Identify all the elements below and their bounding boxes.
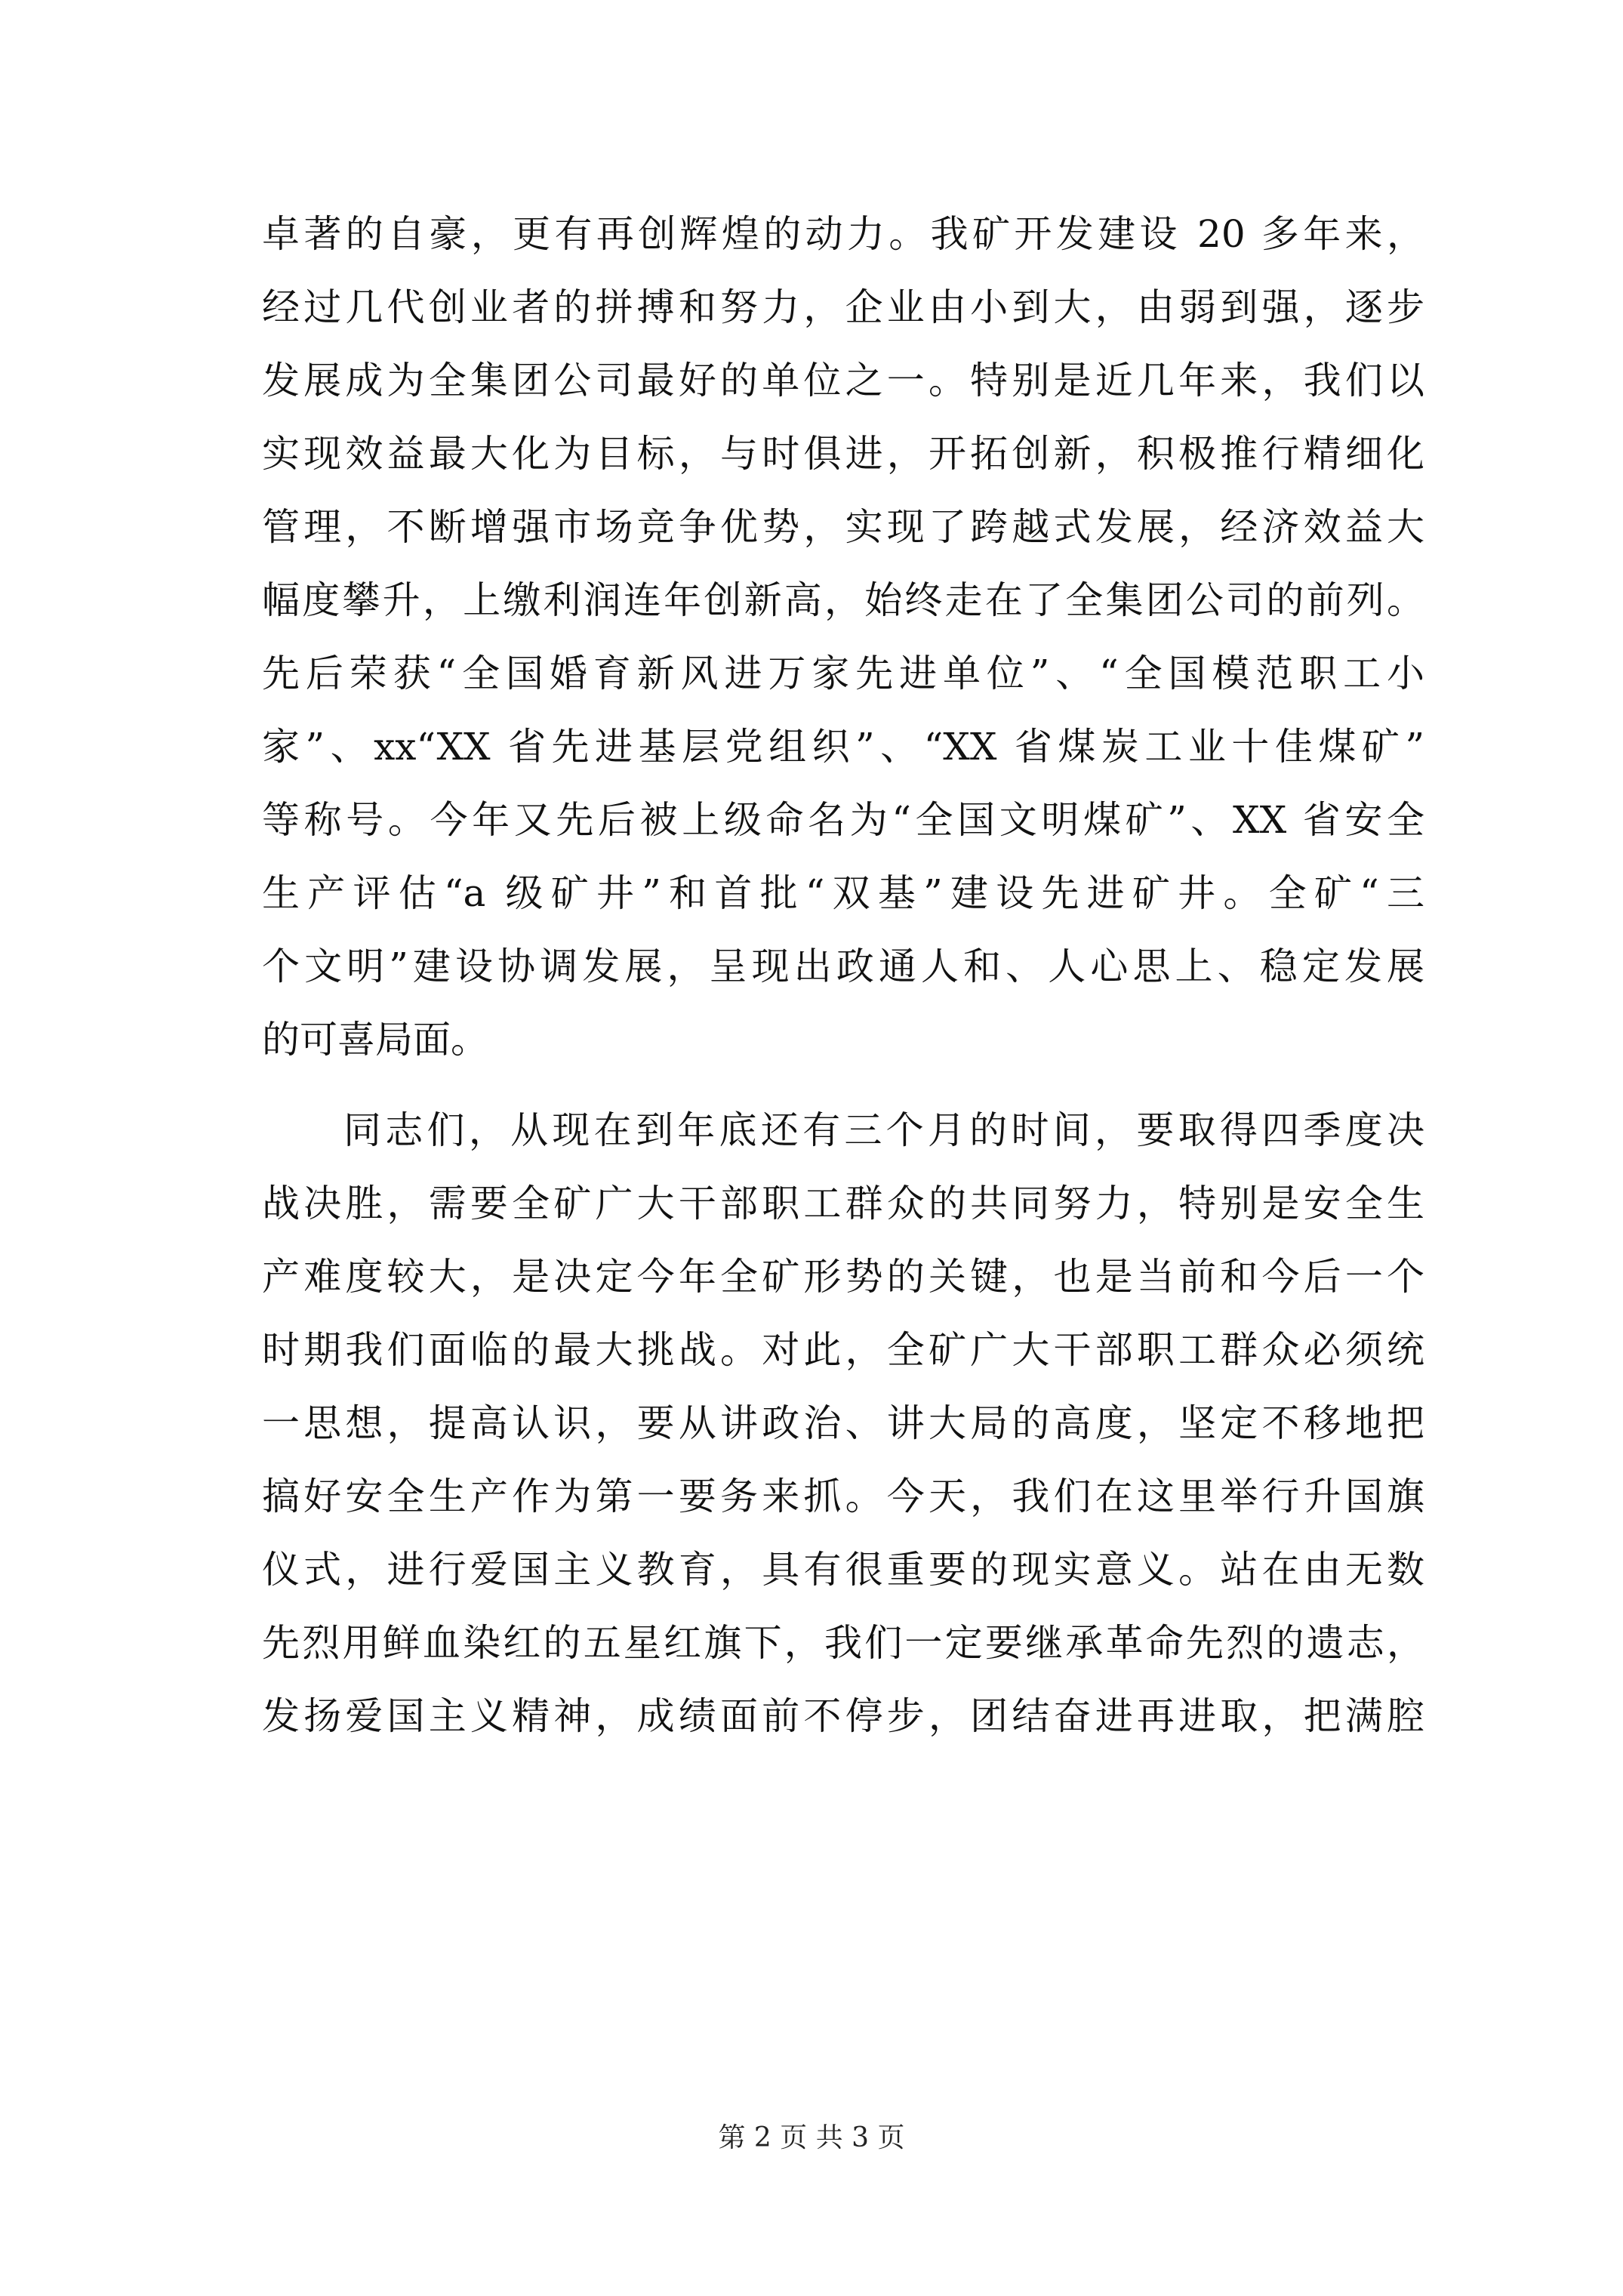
text-line: 搞好安全生产作为第一要务来抓。今天，我们在这里举行升国旗 (262, 1475, 1424, 1518)
paragraph-gap (262, 1077, 1424, 1094)
text-line: 家”、xx“XX 省先进基层党组织”、“XX 省煤炭工业十佳煤矿” (262, 725, 1424, 769)
text-line: 同志们，从现在到年底还有三个月的时间，要取得四季度决 (343, 1108, 1424, 1152)
text-line: 产难度较大，是决定今年全矿形势的关键，也是当前和今后一个 (262, 1255, 1424, 1299)
text-line: 管理，不断增强市场竞争优势，实现了跨越式发展，经济效益大 (262, 505, 1424, 549)
text-line: 先烈用鲜血染红的五星红旗下，我们一定要继承革命先烈的遗志， (262, 1621, 1424, 1665)
text-line: 仪式，进行爱国主义教育，具有很重要的现实意义。站在由无数 (262, 1548, 1424, 1592)
text-line: 个文明”建设协调发展，呈现出政通人和、人心思上、稳定发展 (262, 945, 1424, 988)
text-line: 生产评估“a 级矿井”和首批“双基”建设先进矿井。全矿“三 (262, 871, 1424, 915)
paragraph-1 (262, 198, 1424, 1077)
text-line: 等称号。今年又先后被上级命名为“全国文明煤矿”、XX 省安全 (262, 798, 1424, 842)
text-line: 先后荣获“全国婚育新风进万家先进单位”、“全国模范职工小 (262, 652, 1424, 695)
text-line: 经过几代创业者的拼搏和努力，企业由小到大，由弱到强，逐步 (262, 285, 1424, 329)
text-line: 卓著的自豪，更有再创辉煌的动力。我矿开发建设 20 多年来， (262, 212, 1424, 256)
text-line: 的可喜局面。 (262, 1018, 488, 1062)
paragraph-2 (262, 1094, 1424, 1753)
text-line: 发扬爱国主义精神，成绩面前不停步，团结奋进再进取，把满腔 (262, 1694, 1424, 1738)
text-line: 实现效益最大化为目标，与时俱进，开拓创新，积极推行精细化 (262, 432, 1424, 476)
text-line: 战决胜，需要全矿广大干部职工群众的共同努力，特别是安全生 (262, 1182, 1424, 1225)
document-body (262, 198, 1424, 1753)
text-line: 一思想，提高认识，要从讲政治、讲大局的高度，坚定不移地把 (262, 1401, 1424, 1445)
text-line: 时期我们面临的最大挑战。对此，全矿广大干部职工群众必须统 (262, 1328, 1424, 1372)
page-number-footer: 第 2 页 共 3 页 (718, 2122, 905, 2153)
text-line: 发展成为全集团公司最好的单位之一。特别是近几年来，我们以 (262, 359, 1424, 402)
text-line: 幅度攀升，上缴利润连年创新高，始终走在了全集团公司的前列。 (262, 578, 1424, 622)
